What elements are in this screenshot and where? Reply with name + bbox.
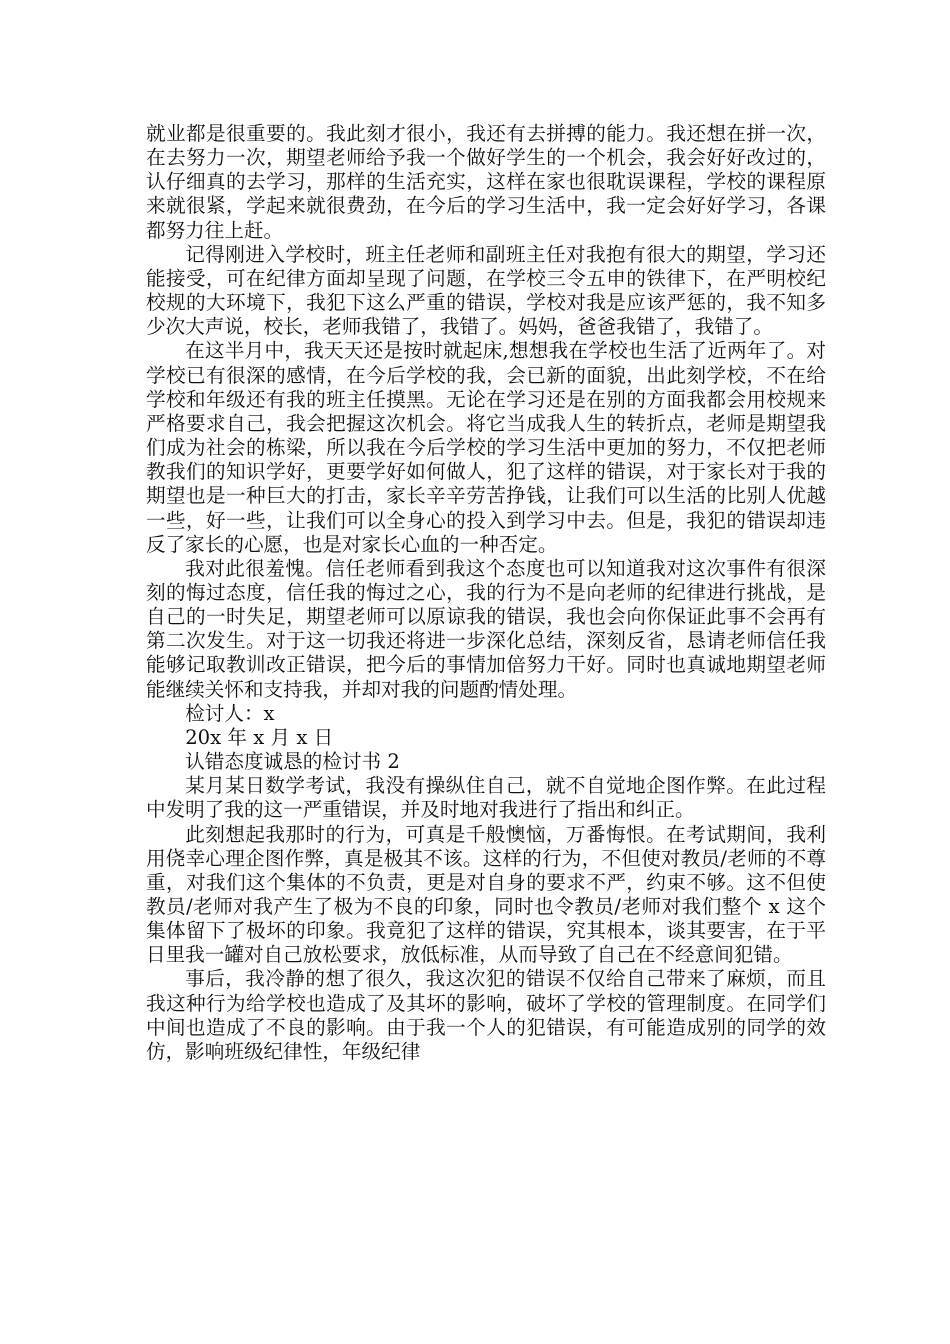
body-paragraph-4: 我对此很羞愧。信任老师看到我这个态度也可以知道我对这次事件有很深刻的悔过态度，信任我的悔过之心，我的行为不是向老师的纪律进行挑战，是自己的一时失足，期望老师可以原谅我的错误，我也会向你保证此事不会再有第二次发生。对于这一切我还将进一步深化总结，深刻反省，恳请老师信任我能够记取教训改正错误，把今后的事情加倍努力干好。同时也真诚地期望老师能继续关怀和支持我，并却对我的问题酌情处理。	[146, 556, 826, 701]
body-paragraph-3: 在这半月中，我天天还是按时就起床,想想我在学校也生活了近两年了。对学校已有很深的感情，在今后学校的我，会已新的面貌，出此刻学校，不在给学校和年级还有我的班主任摸黑。无论在学习还是在别的方面我都会用校规来严格要求自己，我会把握这次机会。将它当成我人生的转折点，老师是期望我们成为社会的栋梁，所以我在今后学校的学习生活中更加的努力，不仅把老师教我们的知识学好，更要学好如何做人，犯了这样的错误，对于家长对于我的期望也是一种巨大的打击，家长辛辛劳苦挣钱，让我们可以生活的比别人优越一些，好一些，让我们可以全身心的投入到学习中去。但是，我犯的错误却违反了家长的心愿，也是对家长心血的一种否定。	[146, 339, 826, 556]
signature-line: 检讨人：x	[185, 701, 275, 725]
date-line: 20x 年 x 月 x 日	[185, 725, 334, 749]
body-paragraph-5: 某月某日数学考试，我没有操纵住自己，就不自觉地企图作弊。在此过程中发明了我的这一严重错误，并及时地对我进行了指出和纠正。	[146, 774, 826, 822]
body-paragraph-7: 事后，我冷静的想了很久，我这次犯的错误不仅给自己带来了麻烦，而且我这种行为给学校也造成了及其坏的影响，破坏了学校的管理制度。在同学们中间也造成了不良的影响。由于我一个人的犯错误，有可能造成别的同学的效仿，影响班级纪律性，年级纪律	[146, 967, 826, 1063]
body-paragraph-2: 记得刚进入学校时，班主任老师和副班主任对我抱有很大的期望，学习还能接受，可在纪律方面却呈现了问题，在学校三令五申的铁律下，在严明校纪校规的大环境下，我犯下这么严重的错误，学校对我是应该严惩的，我不知多少次大声说，校长，老师我错了，我错了。妈妈，爸爸我错了，我错了。	[146, 242, 826, 339]
body-paragraph-6: 此刻想起我那时的行为，可真是千般懊恼，万番悔恨。在考试期间，我利用侥幸心理企图作弊，真是极其不该。这样的行为，不但使对教员/老师的不尊重，对我们这个集体的不负责，更是对自身的要求不严，约束不够。这不但使教员/老师对我产生了极为不良的印象，同时也令教员/老师对我们整个 x 这个集体留下了极坏的印象。我竟犯了这样的错误，究其根本，谈其要害，在于平日里我一罐对自己放松要求，放低标准，从而导致了自己在不经意间犯错。	[146, 822, 826, 967]
document-page	[146, 122, 826, 1064]
body-paragraph-1: 就业都是很重要的。我此刻才很小，我还有去拼搏的能力。我还想在拼一次，在去努力一次，期望老师给予我一个做好学生的一个机会，我会好好改过的，认仔细真的去学习，那样的生活充实，这样在家也很耽误课程，学校的课程原来就很紧，学起来就很费劲，在今后的学习生活中，我一定会好好学习，各课都努力往上赶。	[146, 122, 826, 242]
section-title: 认错态度诚恳的检讨书 2	[185, 750, 400, 774]
